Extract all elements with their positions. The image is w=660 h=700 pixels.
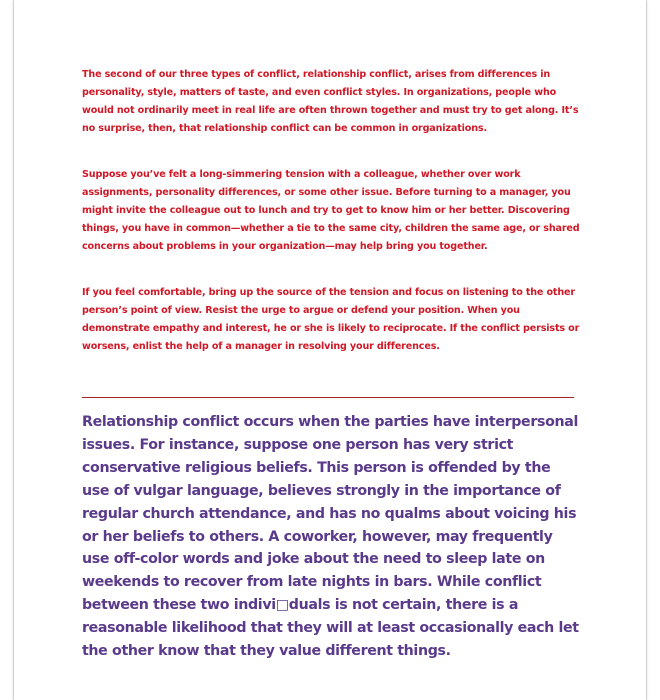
quoted-paragraph-1: The second of our three types of conflict, relationship conflict, arises from differences in personality, style, matters of taste, and even conflict styles. In organizations, people who would not ordinarily meet in real life are often thrown together and must try to get along. It’s no surprise, then, that relationship conflict can be common in organizations. [82, 69, 579, 134]
quoted-paragraph-3: If you feel comfortable, bring up the source of the tension and focus on listening to the other person’s point of view. Resist the urge to argue or defend your position. When you demonstrate empathy and interest, he or she is likely to reciprocate. If the conflict persists or worsens, enlist the help of a manager in resolving your differences. [82, 287, 580, 352]
quoted-paragraph-2: Suppose you’ve felt a long-simmering tension with a colleague, whether over work assignments, personality differences, or some other issue. Before turning to a manager, you might invite the colleague out to lunch and try to get to know him or her better. Discovering things, you have in common—whether a tie to the same city, children the same age, or shared concerns about problems in your organization—may help bring you together. [82, 169, 580, 252]
body-paragraph: Relationship conflict occurs when the parties have interpersonal issues. For instance, suppose one person has very strict conservative religious beliefs. This person is offended by the use of vulgar language, believes strongly in the importance of regular church attendance, and has no qualms about voicing his or her beliefs to others. A coworker, however, may frequently use off-color words and joke about the need to sleep late on weekends to recover from late nights in bars. While conflict between these two indivi□duals is not certain, there is a reasonable likelihood that they will at least occasionally each let the other know that they value different things. [82, 414, 579, 660]
section-divider [82, 397, 574, 398]
